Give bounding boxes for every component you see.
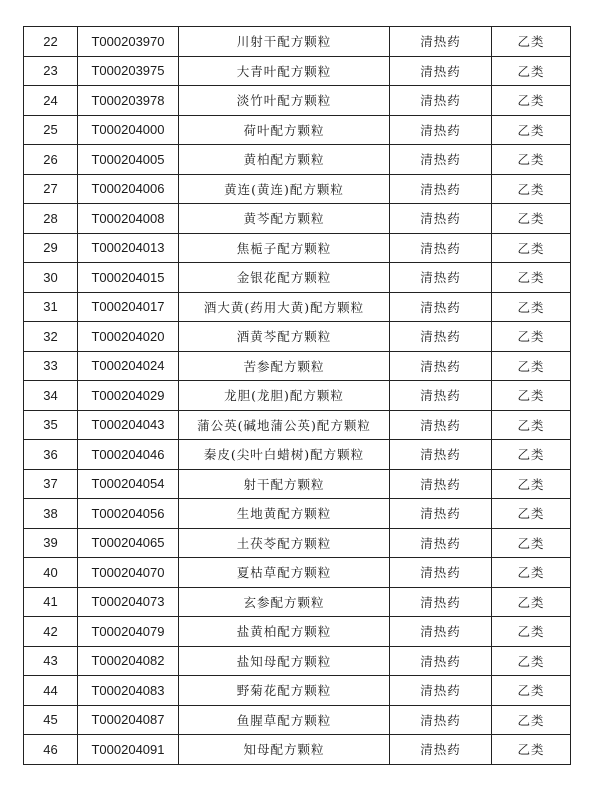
drug-code: T000204020 [78,322,179,352]
drug-code: T000204046 [78,440,179,470]
drug-code: T000204008 [78,204,179,234]
drug-code: T000204083 [78,676,179,706]
drug-name: 黄连(黄连)配方颗粒 [179,174,390,204]
insurance-type: 乙类 [492,204,571,234]
drug-name: 酒大黄(药用大黄)配方颗粒 [179,292,390,322]
table-row [24,204,571,234]
drug-code: T000204065 [78,528,179,558]
drug-code: T000204024 [78,351,179,381]
drug-code: T000203978 [78,86,179,116]
insurance-type: 乙类 [492,676,571,706]
table-row [24,705,571,735]
drug-category: 清热药 [390,381,492,411]
insurance-type: 乙类 [492,233,571,263]
drug-code: T000204091 [78,735,179,765]
drug-name: 荷叶配方颗粒 [179,115,390,145]
drug-category: 清热药 [390,263,492,293]
drug-name: 金银花配方颗粒 [179,263,390,293]
drug-name: 生地黄配方颗粒 [179,499,390,529]
table-row [24,410,571,440]
drug-name: 黄芩配方颗粒 [179,204,390,234]
drug-name: 鱼腥草配方颗粒 [179,705,390,735]
table-row [24,440,571,470]
row-number: 39 [24,528,78,558]
drug-name: 射干配方颗粒 [179,469,390,499]
insurance-type: 乙类 [492,617,571,647]
row-number: 40 [24,558,78,588]
table-row [24,646,571,676]
drug-code: T000204070 [78,558,179,588]
drug-category: 清热药 [390,27,492,57]
table-row [24,735,571,765]
drug-category: 清热药 [390,440,492,470]
table-body [24,27,571,765]
row-number: 42 [24,617,78,647]
drug-category: 清热药 [390,587,492,617]
table-row [24,587,571,617]
drug-code: T000204087 [78,705,179,735]
drug-list-table [23,26,571,765]
drug-category: 清热药 [390,56,492,86]
insurance-type: 乙类 [492,27,571,57]
drug-name: 川射干配方颗粒 [179,27,390,57]
insurance-type: 乙类 [492,351,571,381]
drug-name: 盐知母配方颗粒 [179,646,390,676]
drug-code: T000204056 [78,499,179,529]
insurance-type: 乙类 [492,587,571,617]
row-number: 24 [24,86,78,116]
table-row [24,27,571,57]
drug-name: 淡竹叶配方颗粒 [179,86,390,116]
row-number: 38 [24,499,78,529]
drug-category: 清热药 [390,646,492,676]
drug-category: 清热药 [390,528,492,558]
table-row [24,617,571,647]
row-number: 27 [24,174,78,204]
drug-name: 野菊花配方颗粒 [179,676,390,706]
insurance-type: 乙类 [492,292,571,322]
insurance-type: 乙类 [492,86,571,116]
insurance-type: 乙类 [492,263,571,293]
insurance-type: 乙类 [492,469,571,499]
table-row [24,145,571,175]
drug-code: T000204015 [78,263,179,293]
drug-name: 盐黄柏配方颗粒 [179,617,390,647]
row-number: 41 [24,587,78,617]
drug-category: 清热药 [390,204,492,234]
row-number: 44 [24,676,78,706]
drug-code: T000204029 [78,381,179,411]
insurance-type: 乙类 [492,440,571,470]
row-number: 29 [24,233,78,263]
insurance-type: 乙类 [492,174,571,204]
row-number: 37 [24,469,78,499]
drug-name: 秦皮(尖叶白蜡树)配方颗粒 [179,440,390,470]
drug-code: T000203975 [78,56,179,86]
row-number: 36 [24,440,78,470]
drug-category: 清热药 [390,351,492,381]
table-row [24,115,571,145]
table-row [24,351,571,381]
drug-name: 酒黄芩配方颗粒 [179,322,390,352]
drug-code: T000204017 [78,292,179,322]
drug-code: T000204082 [78,646,179,676]
row-number: 45 [24,705,78,735]
insurance-type: 乙类 [492,558,571,588]
insurance-type: 乙类 [492,735,571,765]
table-row [24,558,571,588]
table-row [24,292,571,322]
drug-code: T000204005 [78,145,179,175]
drug-name: 龙胆(龙胆)配方颗粒 [179,381,390,411]
drug-code: T000204079 [78,617,179,647]
row-number: 34 [24,381,78,411]
row-number: 26 [24,145,78,175]
table-row [24,676,571,706]
drug-name: 苦参配方颗粒 [179,351,390,381]
drug-category: 清热药 [390,292,492,322]
row-number: 23 [24,56,78,86]
drug-category: 清热药 [390,469,492,499]
row-number: 46 [24,735,78,765]
row-number: 35 [24,410,78,440]
drug-name: 大青叶配方颗粒 [179,56,390,86]
drug-name: 夏枯草配方颗粒 [179,558,390,588]
drug-name: 黄柏配方颗粒 [179,145,390,175]
drug-code: T000204013 [78,233,179,263]
insurance-type: 乙类 [492,145,571,175]
drug-category: 清热药 [390,145,492,175]
table-row [24,381,571,411]
drug-name: 玄参配方颗粒 [179,587,390,617]
table-row [24,499,571,529]
drug-code: T000204000 [78,115,179,145]
drug-category: 清热药 [390,676,492,706]
table-row [24,174,571,204]
insurance-type: 乙类 [492,705,571,735]
drug-category: 清热药 [390,558,492,588]
table-row [24,469,571,499]
row-number: 22 [24,27,78,57]
drug-category: 清热药 [390,86,492,116]
insurance-type: 乙类 [492,410,571,440]
drug-category: 清热药 [390,233,492,263]
insurance-type: 乙类 [492,322,571,352]
drug-category: 清热药 [390,410,492,440]
drug-code: T000204054 [78,469,179,499]
insurance-type: 乙类 [492,646,571,676]
drug-category: 清热药 [390,499,492,529]
row-number: 32 [24,322,78,352]
row-number: 31 [24,292,78,322]
row-number: 30 [24,263,78,293]
table-row [24,322,571,352]
drug-category: 清热药 [390,735,492,765]
insurance-type: 乙类 [492,115,571,145]
drug-category: 清热药 [390,617,492,647]
table-row [24,56,571,86]
drug-code: T000204043 [78,410,179,440]
drug-category: 清热药 [390,115,492,145]
insurance-type: 乙类 [492,528,571,558]
row-number: 28 [24,204,78,234]
insurance-type: 乙类 [492,499,571,529]
insurance-type: 乙类 [492,381,571,411]
drug-category: 清热药 [390,174,492,204]
table-row [24,528,571,558]
drug-name: 焦栀子配方颗粒 [179,233,390,263]
drug-category: 清热药 [390,322,492,352]
drug-name: 土茯苓配方颗粒 [179,528,390,558]
drug-code: T000204073 [78,587,179,617]
drug-code: T000204006 [78,174,179,204]
table-row [24,86,571,116]
row-number: 25 [24,115,78,145]
table-row [24,263,571,293]
insurance-type: 乙类 [492,56,571,86]
row-number: 43 [24,646,78,676]
table-row [24,233,571,263]
drug-category: 清热药 [390,705,492,735]
drug-code: T000203970 [78,27,179,57]
row-number: 33 [24,351,78,381]
drug-name: 蒲公英(碱地蒲公英)配方颗粒 [179,410,390,440]
drug-name: 知母配方颗粒 [179,735,390,765]
